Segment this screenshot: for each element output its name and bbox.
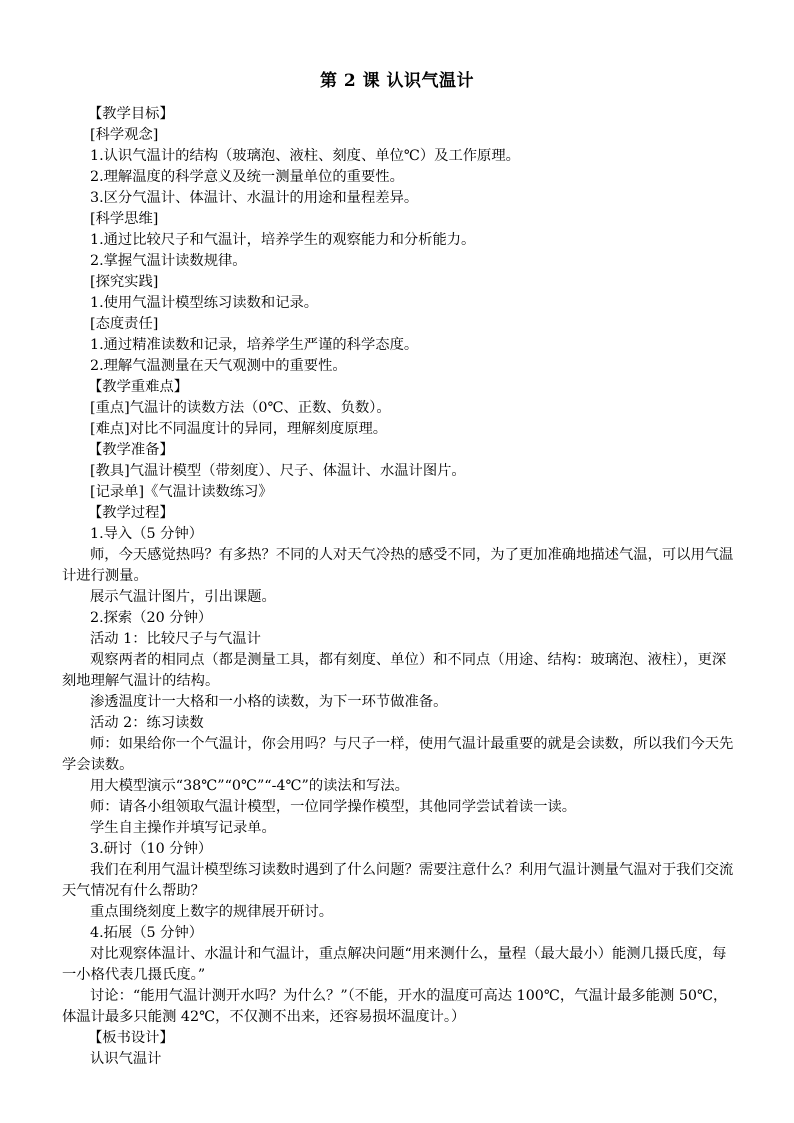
paragraph: 1.通过比较尺子和气温计，培养学生的观察能力和分析能力。 xyxy=(90,232,476,248)
paragraph: 2.理解气温测量在天气观测中的重要性。 xyxy=(90,358,347,374)
paragraph: 我们在利用气温计模型练习读数时遇到了什么问题？需要注意什么？利用气温计测量气温对于我们交流天气情况有什么帮助？ xyxy=(62,862,734,899)
paragraph: 学生自主操作并填写记录单。 xyxy=(90,820,276,836)
paragraph: 活动 1：比较尺子与气温计 xyxy=(90,631,261,647)
paragraph: 1.认识气温计的结构（玻璃泡、液柱、刻度、单位℃）及工作原理。 xyxy=(90,148,520,164)
paragraph: 2.探索（20 分钟） xyxy=(90,610,213,626)
page-title: 第 2 课 认识气温计 xyxy=(319,71,475,91)
section-heading: 【教学准备】 xyxy=(88,442,174,458)
paragraph: 观察两者的相同点（都是测量工具，都有刻度、单位）和不同点（用途、结构：玻璃泡、液柱），更深刻地理解气温计的结构。 xyxy=(62,652,727,689)
paragraph: 2.掌握气温计读数规律。 xyxy=(90,253,247,269)
paragraph: [教具]气温计模型（带刻度）、尺子、体温计、水温计图片。 xyxy=(90,463,466,479)
paragraph: [科学观念] xyxy=(90,127,159,143)
paragraph: 3.区分气温计、体温计、水温计的用途和量程差异。 xyxy=(90,190,419,206)
section-heading: 【教学目标】 xyxy=(88,106,174,122)
paragraph: 3.研讨（10 分钟） xyxy=(90,841,213,857)
paragraph: 2.理解温度的科学意义及统一测量单位的重要性。 xyxy=(90,169,404,185)
paragraph: 1.使用气温计模型练习读数和记录。 xyxy=(90,295,319,311)
paragraph: [难点]对比不同温度计的异同，理解刻度原理。 xyxy=(90,421,388,437)
paragraph: 师：如果给你一个气温计，你会用吗？与尺子一样，使用气温计最重要的就是会读数，所以我们今天先学会读数。 xyxy=(62,736,734,773)
section-heading: 【教学重难点】 xyxy=(88,379,189,395)
section-heading: 【教学过程】 xyxy=(88,505,174,521)
paragraph: 重点围绕刻度上数字的规律展开研讨。 xyxy=(90,904,334,920)
paragraph: 渗透温度计一大格和一小格的读数，为下一环节做准备。 xyxy=(90,694,448,710)
paragraph: [科学思维] xyxy=(90,211,159,227)
paragraph: 1.通过精准读数和记录，培养学生严谨的科学态度。 xyxy=(90,337,419,353)
paragraph: 展示气温计图片，引出课题。 xyxy=(90,589,276,605)
paragraph: 师：请各小组领取气温计模型，一位同学操作模型，其他同学尝试着读一读。 xyxy=(90,799,577,815)
paragraph: 师，今天感觉热吗？有多热？不同的人对天气冷热的感受不同，为了更加准确地描述气温，可以用气温计进行测量。 xyxy=(62,547,734,584)
paragraph: [记录单]《气温计读数练习》 xyxy=(90,484,273,500)
paragraph: 活动 2：练习读数 xyxy=(90,715,204,731)
paragraph: 对比观察体温计、水温计和气温计，重点解决问题“用来测什么，量程（最大最小）能测几摄氏度，每一小格代表几摄氏度。” xyxy=(62,946,727,983)
paragraph: 4.拓展（5 分钟） xyxy=(90,925,204,941)
paragraph: 认识气温计 xyxy=(90,1051,162,1067)
paragraph: 讨论：“能用气温计测开水吗？为什么？”（不能，开水的温度可高达 100℃，气温计最多能测 50℃，体温计最多只能测 42℃，不仅测不出来，还容易损坏温度计。） xyxy=(62,988,728,1025)
paragraph: [探究实践] xyxy=(90,274,159,290)
paragraph: [态度责任] xyxy=(90,316,159,332)
document-body xyxy=(62,104,736,1070)
paragraph: 用大模型演示“38℃”“0℃”“-4℃”的读法和写法。 xyxy=(90,778,409,794)
paragraph: [重点]气温计的读数方法（0℃、正数、负数）。 xyxy=(90,400,391,416)
paragraph: 1.导入（5 分钟） xyxy=(90,526,204,542)
section-heading: 【板书设计】 xyxy=(88,1030,174,1046)
